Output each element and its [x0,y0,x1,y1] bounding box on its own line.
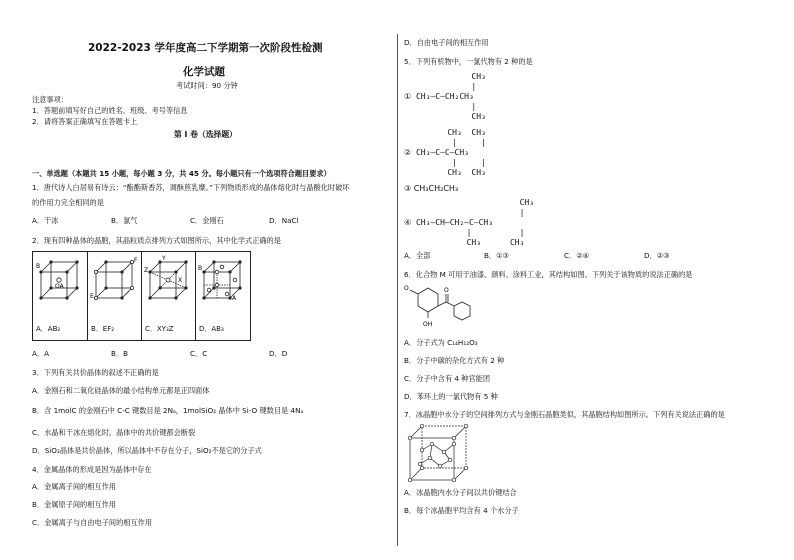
q5-option-b: B．①③ [484,251,510,260]
svg-text:OA: OA [55,283,64,290]
svg-text:O: O [444,287,449,294]
compound-m-structure [404,282,474,332]
q4-option-d: D．自由电子间的相互作用 [404,38,489,47]
cube-figure-c [144,254,194,322]
cell-d-label: D．AB₃ [199,325,224,333]
q5-molecule-3: ③ CH₃CH₂CH₃ [404,184,459,193]
svg-text:Y: Y [162,255,166,262]
q3-option-b: B．含 1molC 的金刚石中 C-C 键数目是 2Nₐ，1molSiO₂ 晶体中 Si-O 键数目是 4Nₐ [32,406,304,415]
q2-stem: 2．现有四种晶体的晶胞，其晶粒质点排列方式如图所示，其中化学式正确的是 [32,236,281,245]
q5-molecule-4: CH₃ | ④ CH₃—CH—CH₂—C—CH₃ | | CH₃ CH₃ [404,198,535,247]
section-heading: 第 I 卷（选择题） [174,130,237,139]
cube-figure-b [90,254,140,322]
q6-stem: 6．化合物 M 可用于油漆、颜料、涂料工业，其结构如图。下列关于该物质的说法正确的是 [404,270,693,279]
cell-b-label: B．EF₂ [91,325,115,333]
q6-option-c: C．分子中含有 4 种官能团 [404,374,491,383]
q1-option-b: B．氯气 [111,216,138,225]
oh-group: OH [423,321,433,328]
ice-crystal-cell-figure [404,422,474,484]
section-instruction: 一、单选题（本题共 15 小题，每小题 3 分，共 45 分。每小题只有一个选项符合题目要求） [32,169,331,178]
svg-text:O: O [404,285,409,292]
q6-option-a: A．分子式为 C₁₄H₁₂O₃ [404,338,478,347]
q1-option-a: A．干冰 [32,216,59,225]
cell-a-label: A．AB₂ [36,325,61,333]
q4-option-b: B．金属原子间的相互作用 [32,500,116,509]
q4-option-a: A．金属离子间的相互作用 [32,482,116,491]
q5-option-d: D．②③ [644,251,670,260]
column-divider [397,34,398,546]
q1-stem-line1: 1．唐代诗人白居易有诗云：“酯酯斯香苏，调酥煎乳糜。”下列物质形成的晶体熔化时与晶酸化时破坏 [32,183,350,192]
cell-c-label: C．XY₃Z [145,325,174,333]
q5-stem: 5．下列有机物中，一氯代物有 2 种的是 [404,57,533,66]
notice-heading: 注意事项： [32,95,68,104]
q3-option-a: A．金刚石和二氧化硅晶体的最小结构单元都是正四面体 [32,386,210,395]
q1-option-c: C．金刚石 [190,216,224,225]
crystal-cell-b [88,252,142,340]
svg-text:X: X [178,277,183,284]
svg-text:Z: Z [144,267,149,274]
q4-option-c: C．金属离子与自由电子间的相互作用 [32,518,153,527]
notice-item-1: 1．答题前填写好自己的姓名、班级、考号等信息 [32,106,188,115]
q5-molecule-1: CH₃ | ① CH₃—C—CH₂CH₃ | CH₃ [404,72,486,121]
q4-stem: 4．金属晶体的形成是因为晶体中存在 [32,465,152,474]
q2-option-d: D．D [269,349,288,358]
q2-option-b: B．B [111,349,129,358]
q5-option-a: A．全部 [404,251,431,260]
q1-stem-line2: 的作用力完全相同的是 [32,198,104,207]
q7-stem: 7．冰晶胞中水分子的空间排列方式与金刚石晶胞类似，其晶胞结构如图所示。下列有关说法正确的是 [404,410,725,419]
q3-stem: 3．下列有关共价晶体的叙述不正确的是 [32,368,159,377]
q6-option-d: D．苯环上的一氯代物有 5 种 [404,392,498,401]
cube-figure-a [35,254,85,322]
q7-option-a: A．冰晶胞内水分子间以共价键结合 [404,488,517,497]
q5-molecule-2: CH₃ CH₃ | | ② CH₃—C—C—CH₃ | | CH₃ CH₃ [404,128,486,177]
cube-figure-d [198,254,248,322]
exam-title: 2022-2023 学年度高二下学期第一次阶段性检测 [88,42,323,54]
notice-item-2: 2．请将答案正确填写在答题卡上 [32,117,138,126]
svg-text:A: A [232,295,237,302]
svg-text:F: F [134,257,138,264]
q7-option-b: B．每个冰晶胞平均含有 4 个水分子 [404,506,519,515]
q2-option-c: C．C [190,349,208,358]
q3-option-d: D．SiO₂晶体是共价晶体，所以晶体中不存在分子，SiO₂不是它的分子式 [32,446,262,455]
q1-option-d: D．NaCl [269,216,299,225]
subject-title: 化学试题 [183,66,225,78]
q2-crystal-figures [32,251,251,341]
svg-text:B: B [198,265,203,272]
crystal-cell-d [196,252,250,340]
exam-time: 考试时间：90 分钟 [176,81,238,90]
crystal-cell-c [142,252,196,340]
q3-option-c: C．水晶和干冰在熔化时，晶体中的共价键都会断裂 [32,428,196,437]
svg-text:B: B [36,263,41,270]
crystal-cell-a [33,252,88,340]
q5-option-c: C．②④ [564,251,590,260]
svg-text:E: E [90,293,94,300]
q6-option-b: B．分子中碳的杂化方式有 2 种 [404,356,505,365]
q2-option-a: A．A [32,349,50,358]
